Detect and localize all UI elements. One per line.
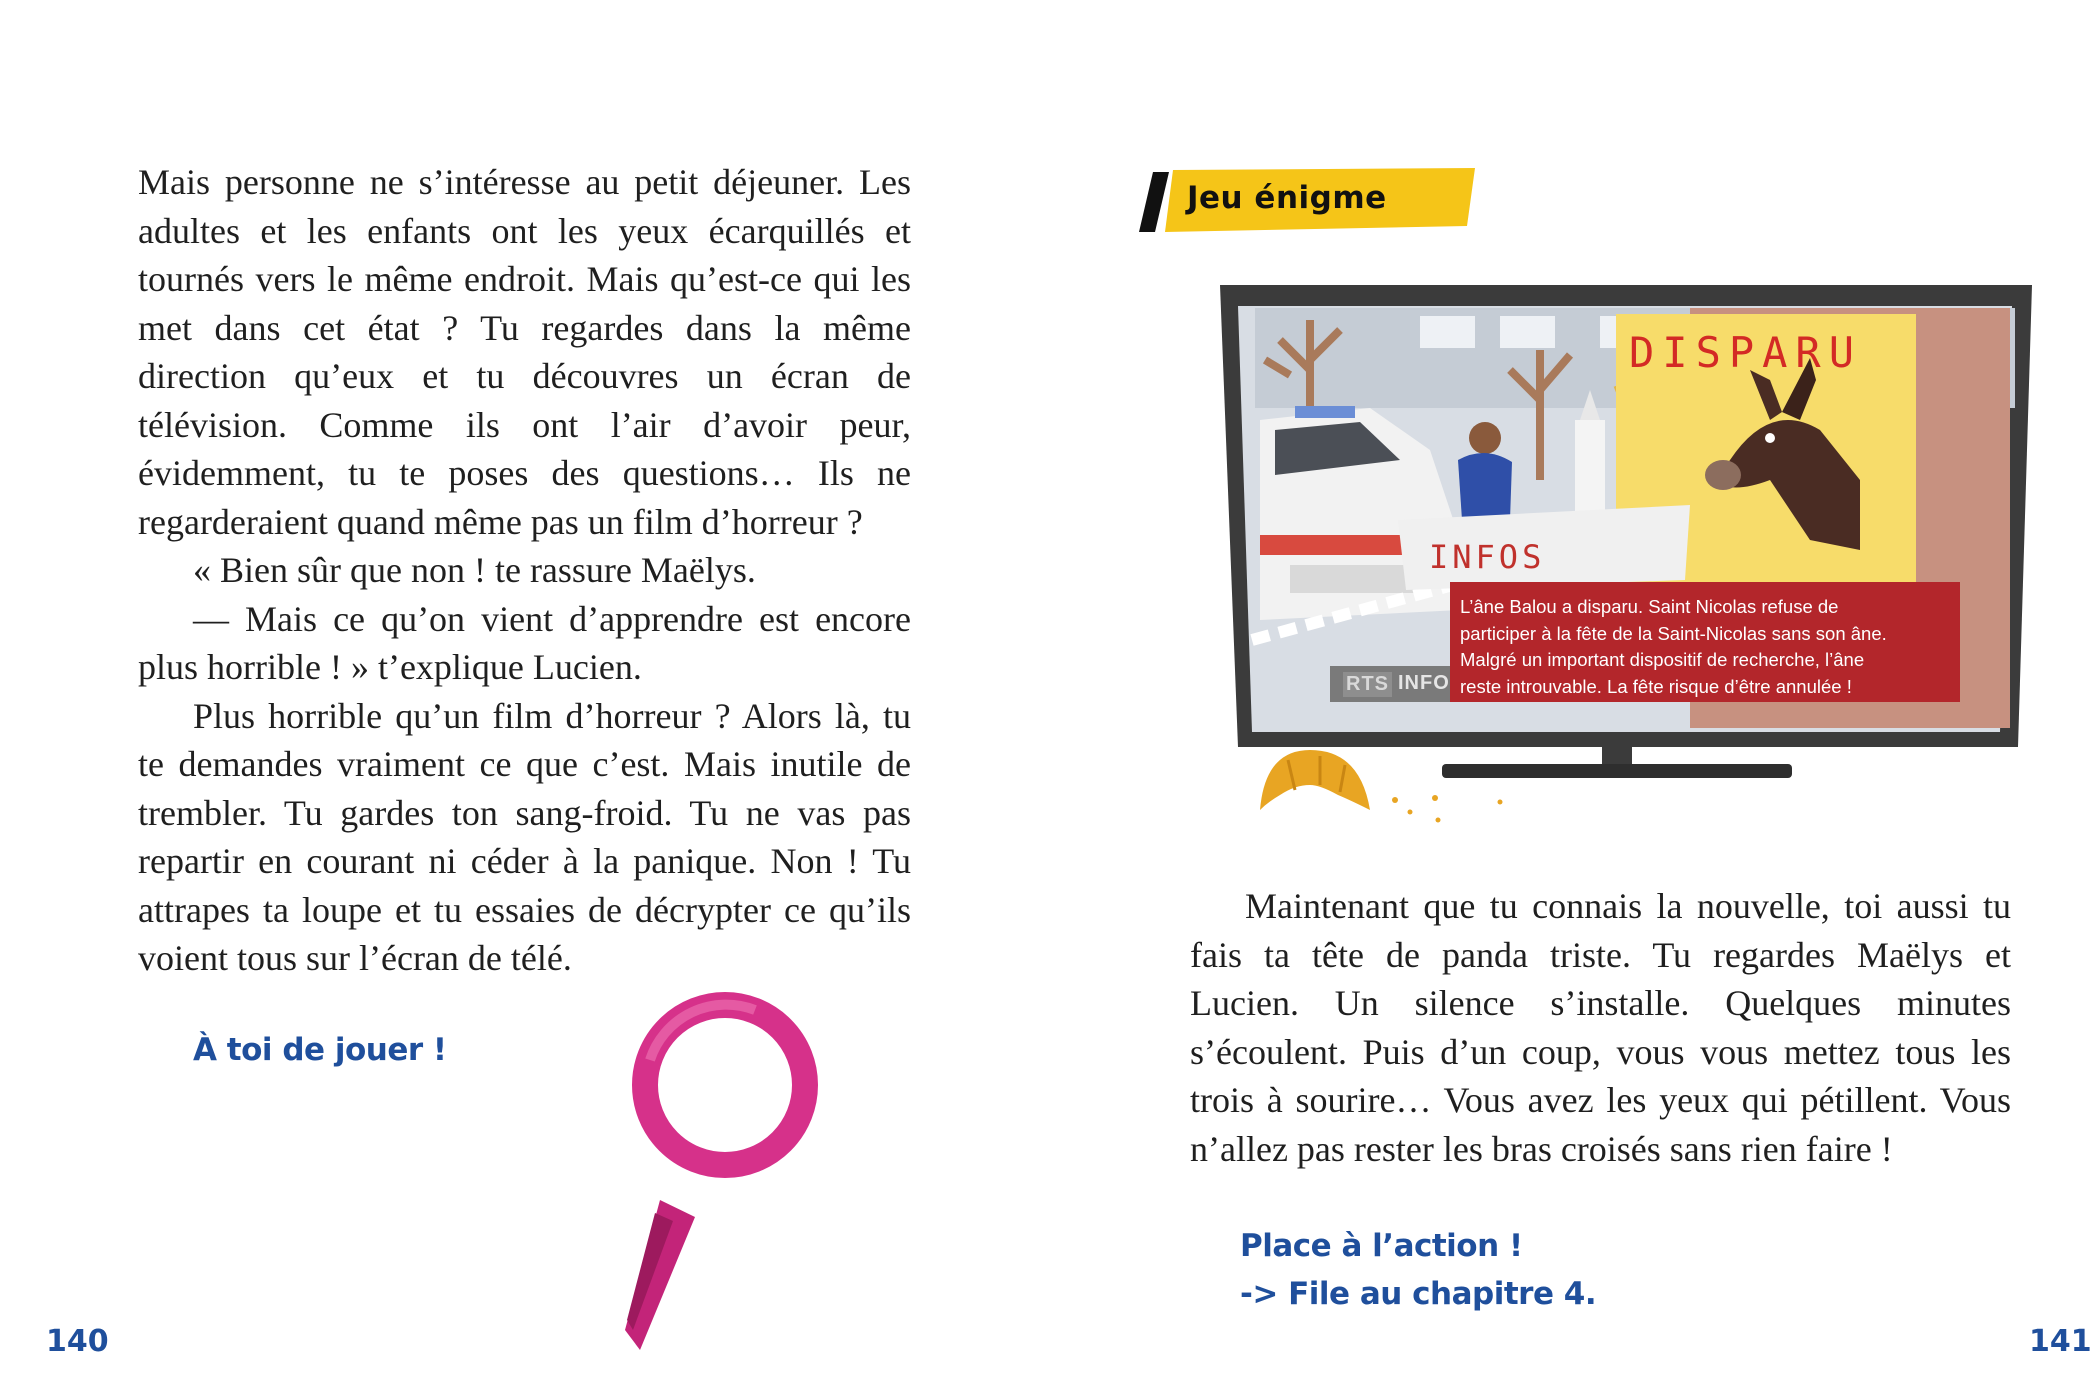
- right-body-text: [1190, 882, 2011, 1173]
- call-to-action: [1240, 1222, 1596, 1318]
- paragraph: « Bien sûr que non ! te rassure Maëlys.: [193, 550, 756, 590]
- tv-illustration: [1170, 280, 2050, 840]
- call-to-action: À toi de jouer !: [193, 1032, 447, 1068]
- page-number: 140: [46, 1324, 109, 1359]
- paragraph: Maintenant que tu connais la nouvelle, toi aussi tu fais ta tête de panda triste. Tu regardes Maëlys et Lucien. Un silence s’installe. Quelques minutes s’écoulent. Puis d’un coup, vous vous mettez tous les trois à sourire… Vous avez les yeux qui pétillent. Vous n’allez pas rester les bras croisés sans rien faire !: [1190, 886, 2011, 1169]
- news-line: participer à la fête de la Saint-Nicolas sans son âne.: [1460, 622, 1887, 644]
- paragraph: Mais personne ne s’intéresse au petit déjeuner. Les adultes et les enfants ont les yeux écarquillés et tournés vers le même endroit. Mais qu’est-ce qui les met dans cet état ? Tu regardes dans la même direction qu’eux et tu découvres un écran de télévision. Comme ils ont l’air d’avoir peur, évidemment, tu te poses des questions… Ils ne regarderaient quand même pas un film d’horreur ?: [138, 162, 911, 542]
- cta-line: -> File au chapitre 4.: [1240, 1276, 1597, 1312]
- right-page: [1050, 0, 2100, 1400]
- channel-logo: RTS: [1343, 672, 1392, 697]
- tag-label: Jeu énigme: [1187, 180, 1387, 216]
- news-line: L’âne Balou a disparu. Saint Nicolas refuse de: [1460, 596, 1839, 617]
- poster-title: DISPARU: [1629, 328, 1863, 377]
- channel-logo-suffix: INFO: [1398, 672, 1450, 694]
- paragraph: Plus horrible qu’un film d’horreur ? Alors là, tu te demandes vraiment ce que c’est. Mais inutile de trembler. Tu gardes ton sang-froid. Tu ne vas pas repartir en courant ni céder à la panique. Non ! Tu attrapes ta loupe et tu essaies de décrypter ce qu’ils voient tous sur l’écran de télé.: [138, 695, 911, 978]
- cta-line: Place à l’action !: [1240, 1228, 1523, 1264]
- page-number: 141: [2029, 1324, 2092, 1359]
- magnifier-icon: [555, 985, 855, 1355]
- news-line: reste introuvable. La fête risque d’être annulée !: [1460, 675, 1852, 697]
- game-tag: [1139, 168, 1479, 236]
- news-ticker: [1460, 594, 1950, 700]
- news-line: Malgré un important dispositif de recherche, l’âne: [1460, 649, 1865, 670]
- tv-drawing: [1170, 280, 2050, 840]
- infos-label: INFOS: [1429, 538, 1546, 576]
- paragraph: — Mais ce qu’on vient d’apprendre est encore plus horrible ! » t’explique Lucien.: [138, 598, 911, 687]
- left-body-text: [138, 158, 911, 983]
